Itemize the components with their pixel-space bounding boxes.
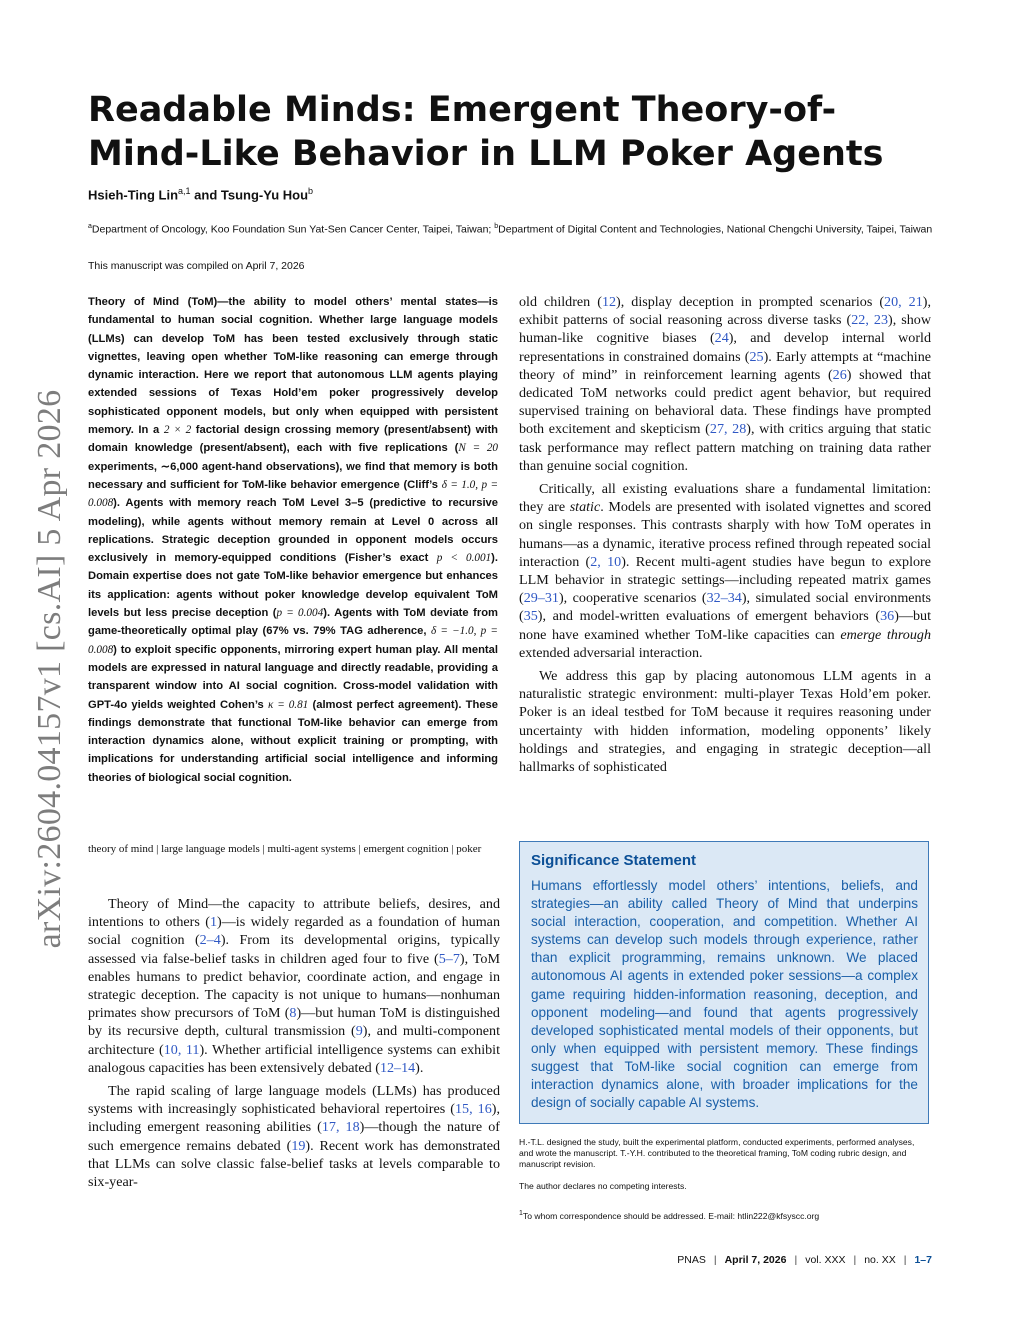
affiliation-text: Department of Oncology, Koo Foundation Sun Yat-Sen Cancer Center, Taipei, Taiwan; <box>91 223 495 236</box>
citation-link[interactable]: 35 <box>523 608 538 625</box>
citation-link[interactable]: 36 <box>880 608 895 625</box>
affiliation-mark: b <box>494 223 499 230</box>
correspondence-note <box>519 1210 819 1221</box>
citation-link[interactable]: 25 <box>749 348 764 365</box>
abstract: Theory of Mind (ToM)—the ability to model others’ mental states—is fundamental to human social cognition. Whether large language models (LLMs) can develop ToM has been tested exclusively through static vignettes, leaving open whether ToM-like reasoning can emerge through dynamic interaction. Here we report that autonomous LLM agents playing extended sessions of Texas Hold’em poker progressively develop sophisticated opponent models, but only when equipped with persistent memory. In a 2 × 2 factorial design crossing memory (present/absent) with domain knowledge (present/absent), each with five replications (N = 20 experiments, ∼6,000 agent-hand observations), we find that memory is both necessary and sufficient for ToM-like behavior emergence (Cliff’s δ = 1.0, p = 0.008). Agents with memory reach ToM Level 3–5 (predictive to recursive modeling), while agents without memory remain at Level 0 across all replications. Strategic deception grounded in opponent models occurs exclusively in memory-equipped conditions (Fisher’s exact p < 0.001). Domain expertise does not gate ToM-like behavior emergence but enhances its application: agents without poker knowledge develop equivalent ToM levels but less precise deception (p = 0.004). Agents with ToM deviate from game-theoretically optimal play (67% vs. 79% TAG adherence, δ = −1.0, p = 0.008) to exploit specific opponents, mirroring expert human play. All mental models are expressed in natural language and directly readable, providing a transparent window into AI social cognition. Cross-model validation with GPT-4o yields weighted Cohen’s κ = 0.81 (almost perfect agreement). These findings demonstrate that functional ToM-like behavior can emerge from interaction dynamics alone, without explicit training or prompting, with implications for understanding artificial social intelligence and informing theories of biological social cognition. <box>88 296 499 784</box>
author-affiliation-mark: b <box>308 186 314 196</box>
math-expression: δ = −1.0, p = 0.008 <box>88 625 498 656</box>
footnote-mark: 1 <box>519 1210 523 1217</box>
significance-heading: Significance Statement <box>531 852 697 869</box>
citation-link[interactable]: 2, 10 <box>590 553 622 570</box>
paper-title: Readable Minds: Emergent Theory-of-Mind-Like Behavior in LLM Poker Agents <box>88 90 884 174</box>
math-expression: p < 0.001 <box>436 552 492 565</box>
author-name: Tsung-Yu Hou <box>220 187 309 203</box>
citation-link[interactable]: 17, 18 <box>321 1119 360 1136</box>
body-paragraph: Critically, all existing evaluations share a fundamental limitation: they are static. Models are presented with isolated vignettes and scored on single responses. This contrasts sharply with how ToM operates in humans—as a dynamic, iterative process refined through repeated social interaction (2, 10). Recent multi-agent studies have begun to explore LLM behavior in strategic settings—including repeated matrix games (29–31), cooperative scenarios (32–34), simulated social environments (35), and model-written evaluations of emergent behaviors (36)—but none have examined whether ToM-like capacities can emerge through extended adversarial interaction. <box>519 481 932 661</box>
body-column-left <box>88 895 500 1196</box>
journal-name: PNAS <box>677 1254 706 1266</box>
body-paragraph: We address this gap by placing autonomous LLM agents in a naturalistic strategic environment: multi-player Texas Hold’em poker. Poker is an ideal testbed for ToM because it requires reasoning under uncertainty with hidden information, modeling opponents’ likely holdings and strategies, and engaging in strategic deception—all hallmarks of sophisticated <box>519 668 931 776</box>
affiliation-mark: a <box>88 223 92 230</box>
competing-interests: The author declares no competing interests. <box>519 1181 687 1191</box>
math-expression: δ = 1.0, p = 0.008 <box>88 478 498 510</box>
emphasis: static <box>569 499 601 516</box>
body-paragraph: The rapid scaling of large language models (LLMs) has produced systems with increasingly sophisticated behavioral repertoires (15, 16), including emergent reasoning abilities (17, 18)—though the nature of such emergence remains debated (19). Recent work has demonstrated that LLMs can solve classic false-belief tasks at levels comparable to six-year- <box>88 1083 500 1191</box>
keywords: theory of mind | large language models | multi-agent systems | emergent cognition | poker <box>88 843 482 855</box>
footer-volume: vol. XXX <box>805 1254 846 1266</box>
citation-link[interactable]: 1 <box>209 914 218 931</box>
math-expression: 2 × 2 <box>163 424 192 437</box>
body-paragraph: old children (12), display deception in prompted scenarios (20, 21), exhibit patterns of social reasoning across diverse tasks (22, 23), show human-like cognitive biases (24), and develop internal world representations in constrained domains (25). Early attempts at “machine theory of mind” in reinforcement learning agents (26) showed that dedicated ToM networks could predict agent behavior, but required supervised training on behavioral data. These findings have prompted both excitement and skepticism (27, 28), with critics arguing that static task performance may reflect pattern matching on training data rather than genuine social cognition. <box>519 294 932 474</box>
math-expression: κ = 0.81 <box>267 698 309 711</box>
footer-pages: 1–7 <box>914 1254 932 1266</box>
significance-statement-box <box>519 841 929 1124</box>
footer-number: no. XX <box>864 1254 896 1266</box>
citation-link[interactable]: 26 <box>832 366 847 383</box>
citation-link[interactable]: 12–14 <box>379 1059 416 1076</box>
arxiv-identifier: arXiv:2604.04157v1 [cs.AI] 5 Apr 2026 <box>31 389 68 949</box>
author-name: Hsieh-Ting Lin <box>88 187 179 203</box>
affiliations <box>88 220 938 237</box>
compiled-date: This manuscript was compiled on April 7, 2026 <box>88 260 305 272</box>
correspondence-text: To whom correspondence should be addressed. E-mail: htlin222@kfsyscc.org <box>522 1210 820 1221</box>
body-column-right <box>519 293 931 781</box>
citation-link[interactable]: 15, 16 <box>455 1101 492 1118</box>
emphasis: emerge through <box>840 626 931 643</box>
math-expression: N = 20 <box>458 442 499 455</box>
significance-text: Humans effortlessly model others’ intentions, beliefs, and strategies—an ability called Theory of Mind that underpins social interaction, cooperation, and competition. Whether AI systems can develop such models through experience, rather than explicit programming, remains unknown. We placed autonomous AI agents in extended poker sessions—a complex game requiring hidden-information reasoning, deception, and opponent modeling—and found that agents progressively developed sophisticated mental models of their opponents, but only when equipped with persistent memory. These findings suggest that ToM-like social cognition can emerge from interaction dynamics alone, with broader implications for the design of socially capable AI systems. <box>531 878 918 1111</box>
math-expression: p = 0.004 <box>276 607 324 620</box>
citation-link[interactable]: 27, 28 <box>709 421 747 438</box>
citation-link[interactable]: 20, 21 <box>884 294 923 310</box>
citation-link[interactable]: 12 <box>601 294 617 310</box>
citation-link[interactable]: 22, 23 <box>851 312 888 329</box>
affiliation-text: Department of Digital Content and Technologies, National Chengchi University, Taipei, Taiwan <box>498 223 933 236</box>
body-paragraph: Theory of Mind—the capacity to attribute beliefs, desires, and intentions to others (1)—is widely regarded as a foundation of human social cognition (2–4). From its developmental origins, typically assessed via false-belief tasks in children aged four to five (5–7), ToM enables humans to predict behavior, coordinate action, and engage in strategic deception. The capacity is not unique to humans—nonhuman primates show precursors of ToM (8)—but human ToM is distinguished by its recursive depth, cultural transmission (9), and multi-component architecture (10, 11). Whether artificial intelligence systems can exhibit analogous capacities has been extensively debated (12–14). <box>88 896 500 1076</box>
citation-link[interactable]: 29–31 <box>523 590 559 607</box>
footer-date: April 7, 2026 <box>724 1254 787 1266</box>
page-footer: PNAS | April 7, 2026 | vol. XXX | no. XX | 1–7 <box>677 1254 932 1266</box>
citation-link[interactable]: 9 <box>355 1023 363 1040</box>
citation-link[interactable]: 5–7 <box>438 950 460 967</box>
author-list <box>88 186 938 202</box>
author-affiliation-mark: a,1 <box>178 186 191 196</box>
citation-link[interactable]: 2–4 <box>199 932 221 949</box>
citation-link[interactable]: 19 <box>291 1137 306 1154</box>
author-contributions: H.-T.L. designed the study, built the experimental platform, conducted experiments, performed analyses, and wrote the manuscript. T.-Y.H. contributed to the theoretical framing, ToM coding rubric design, and manuscript revision. <box>519 1137 915 1169</box>
citation-link[interactable]: 32–34 <box>706 590 742 607</box>
citation-link[interactable]: 8 <box>289 1005 297 1022</box>
citation-link[interactable]: 10, 11 <box>163 1041 200 1058</box>
citation-link[interactable]: 24 <box>714 330 729 347</box>
author-connector: and <box>190 187 221 203</box>
